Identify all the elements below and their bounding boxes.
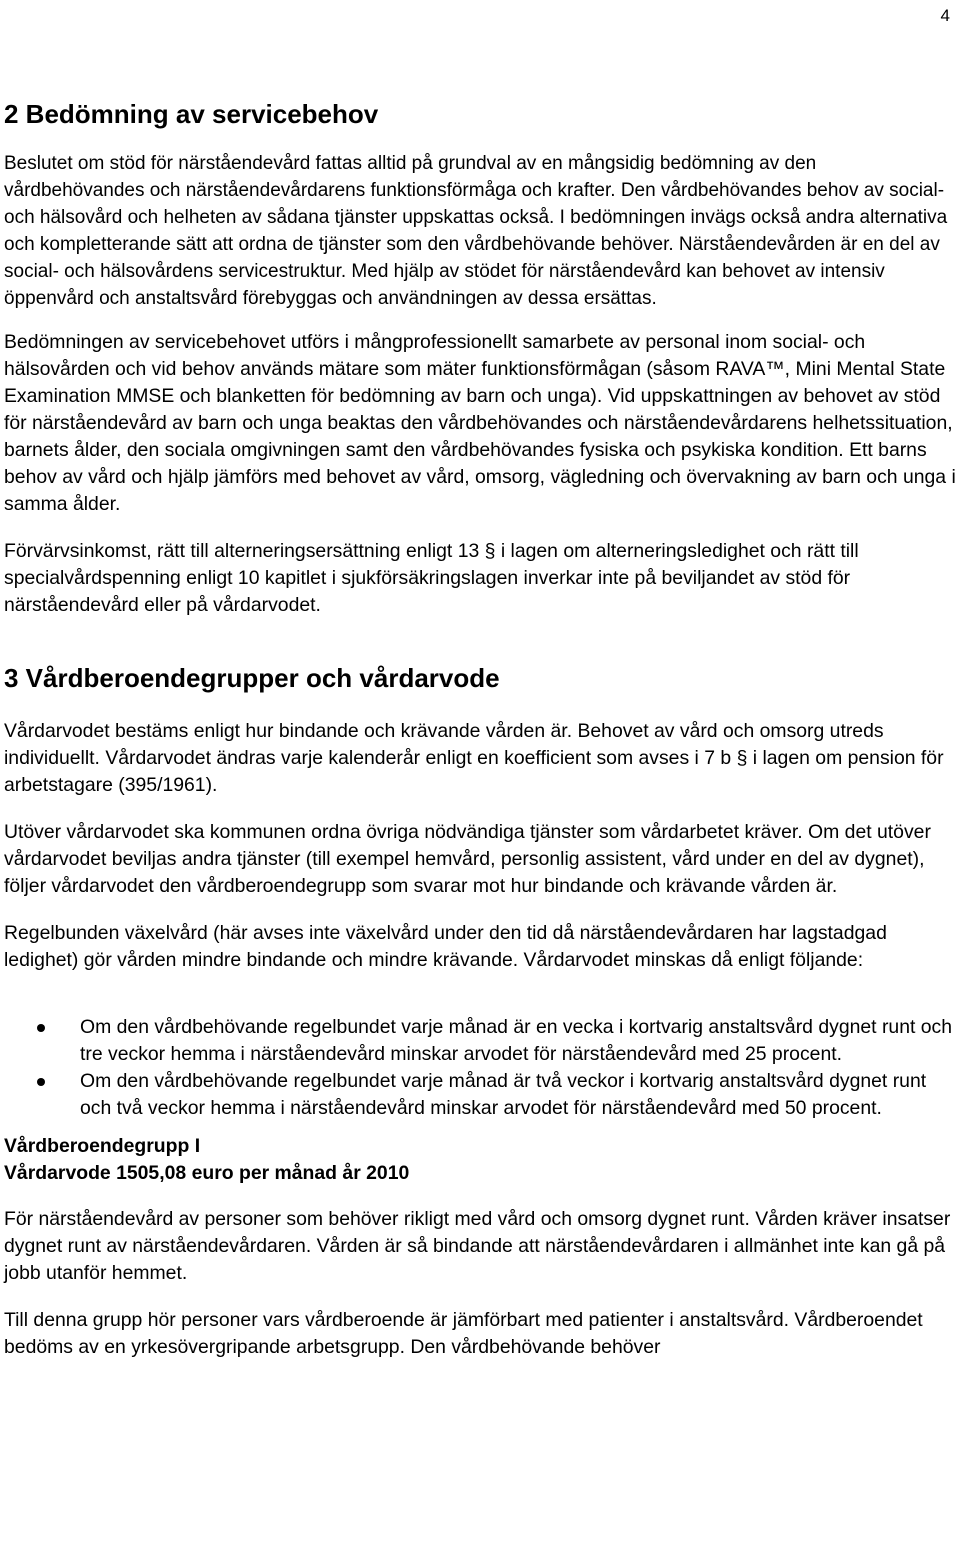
list-item <box>4 1068 956 1122</box>
reduction-list <box>4 1014 956 1122</box>
group-1-paragraph-2: Till denna grupp hör personer vars vårdberoende är jämförbart med patienter i anstaltsvård. Vårdberoendet bedöms av en yrkesövergripande arbetsgrupp. Den vårdbehövande behöver <box>4 1309 923 1358</box>
list-item-text: Om den vårdbehövande regelbundet varje månad är en vecka i kortvarig anstaltsvård dygnet runt och tre veckor hemma i närståendevård minskar arvodet för närståendevård med 25 procent. <box>80 1016 953 1065</box>
group-1-fee: Vårdarvode 1505,08 euro per månad år 2010 <box>4 1162 410 1184</box>
section-2-paragraph-1: Beslutet om stöd för närståendevård fattas alltid på grundval av en mångsidig bedömning av den vårdbehövandes och närståendevårdarens funktionsförmåga och krafter. Den vårdbehövandes behov av social- och hälsovård och helheten av sådana tjänster uppskattas också. I bedömningen invägs också andra alternativa och kompletterande sätt att ordna de tjänster som den vårdbehövande behöver. Närståendevården är en del av social- och hälsovårdens servicestruktur. Med hjälp av stödet för närståendevård kan behovet av intensiv öppenvård och anstaltsvård förebyggas och användningen av dessa ersättas. <box>4 153 948 309</box>
group-1-title: Vårdberoendegrupp I <box>4 1135 201 1157</box>
section-3-paragraph-2: Utöver vårdarvodet ska kommunen ordna övriga nödvändiga tjänster som vårdarbetet kräver. Om det utöver vårdarvodet beviljas andra tjänster (till exempel hemvård, personlig assistent, vård under en del av dygnet), följer vårdarvodet den vårdberoendegrupp som svarar mot hur bindande och krävande vården är. <box>4 821 931 897</box>
group-1-paragraph-1: För närståendevård av personer som behöver rikligt med vård och omsorg dygnet runt. Vården kräver insatser dygnet runt av närståendevårdaren. Vården är så bindande att närståendevårdaren i allmänhet inte kan gå på jobb utanför hemmet. <box>4 1208 951 1284</box>
bullet-dot-icon <box>37 1078 45 1086</box>
section-2-paragraph-2: Bedömningen av servicebehovet utförs i mångprofessionellt samarbete av personal inom social- och hälsovården och vid behov används mätare som mäter funktionsförmågan (såsom RAVA™, Mini Mental State Examination MMSE och blanketten för bedömning av barn och unga). Vid uppskattningen av behovet av stöd för närståendevård av barn och unga beaktas den vårdbehövandes och närståendevårdarens helhetssituation, barnets ålder, den sociala omgivningen samt den vårdbehövandes fysiska och psykiska kondition. Ett barns behov av vård och hjälp jämförs med behovet av vård, omsorg, vägledning och övervakning av barn och unga i samma ålder. <box>4 331 956 515</box>
page-content <box>4 96 956 1381</box>
section-3-paragraph-1: Vårdarvodet bestäms enligt hur bindande och krävande vården är. Behovet av vård och omsorg utreds individuellt. Vårdarvodet ändras varje kalenderår enligt en koefficient som avses i 7 b § i lagen om pension för arbetstagare (395/1961). <box>4 720 944 796</box>
section-3-heading: 3 Vårdberoendegrupper och vårdarvode <box>4 663 500 693</box>
page-number: 4 <box>940 6 950 25</box>
section-2-heading: 2 Bedömning av servicebehov <box>4 99 379 129</box>
list-item <box>4 1014 956 1068</box>
section-2-paragraph-3: Förvärvsinkomst, rätt till alterneringsersättning enligt 13 § i lagen om alterneringsledighet och rätt till specialvårdspenning enligt 10 kapitlet i sjukförsäkringslagen inverkar inte på beviljandet av stöd för närståendevård eller på vårdarvodet. <box>4 540 859 616</box>
list-item-text: Om den vårdbehövande regelbundet varje månad är två veckor i kortvarig anstaltsvård dygnet runt och två veckor hemma i närståendevård minskar arvodet för närståendevård med 50 procent. <box>80 1070 927 1119</box>
bullet-dot-icon <box>37 1024 45 1032</box>
section-3-paragraph-3: Regelbunden växelvård (här avses inte växelvård under den tid då närståendevårdaren har lagstadgad ledighet) gör vården mindre bindande och mindre krävande. Vårdarvodet minskas då enligt följande: <box>4 922 887 971</box>
